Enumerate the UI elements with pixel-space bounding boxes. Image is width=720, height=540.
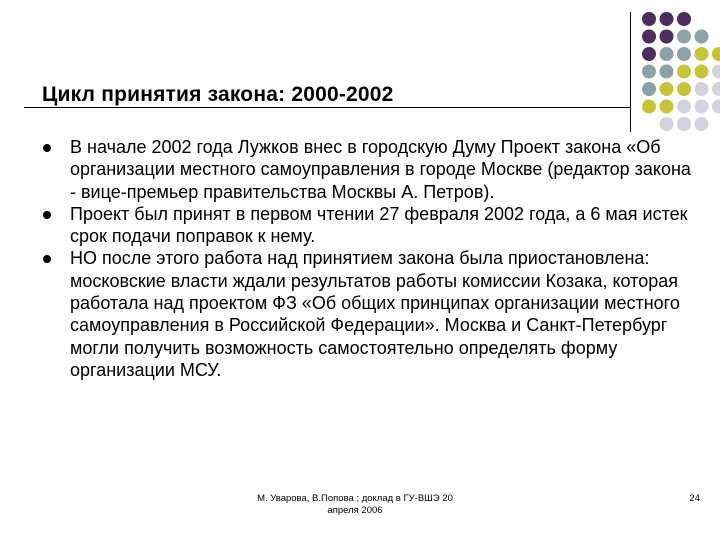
page-number: 24	[689, 493, 700, 504]
bullet-item	[42, 203, 692, 248]
decorative-dot	[660, 47, 674, 61]
bullet-dot-icon	[43, 211, 51, 219]
bullet-dot-icon	[43, 144, 51, 152]
decorative-dot	[660, 117, 674, 131]
decorative-dot	[677, 117, 691, 131]
decorative-dot	[660, 82, 674, 96]
decorative-dot	[695, 65, 709, 79]
bullet-list	[42, 136, 692, 381]
decorative-dot	[712, 100, 720, 114]
decorative-dot	[642, 100, 656, 114]
bullet-text: Проект был принят в первом чтении 27 февраля 2002 года, а 6 мая истек срок подачи поправок к нему.	[70, 203, 688, 247]
decorative-dot	[642, 82, 656, 96]
title-divider-horizontal	[24, 107, 630, 108]
decorative-dot	[695, 82, 709, 96]
decorative-dot	[677, 100, 691, 114]
decorative-dot	[712, 65, 720, 79]
decorative-dot-grid	[0, 0, 720, 140]
decorative-dot	[677, 47, 691, 61]
decorative-dot	[677, 65, 691, 79]
decorative-dot	[642, 12, 656, 26]
decorative-dot	[660, 30, 674, 44]
decorative-dot	[642, 65, 656, 79]
footer-author	[230, 493, 480, 517]
bullet-text: В начале 2002 года Лужков внес в городскую Думу Проект закона «Об организации местного самоуправления в городе Москве (редактор закона - вице-премьер правительства Москвы А. Петров).	[70, 137, 691, 202]
decorative-dot	[677, 30, 691, 44]
decorative-dot	[660, 65, 674, 79]
decorative-dot	[660, 12, 674, 26]
decorative-dot	[642, 47, 656, 61]
bullet-item	[42, 247, 692, 381]
decorative-dot	[677, 12, 691, 26]
title-divider-vertical	[630, 12, 631, 132]
bullet-item	[42, 136, 692, 203]
decorative-dot	[695, 30, 709, 44]
bullet-dot-icon	[43, 255, 51, 263]
bullet-text: НО после этого работа над принятием закона была приостановлена: московские власти ждали результатов работы комиссии Козака, которая работала над проектом ФЗ «Об общих принципах организации местного самоуправления в Российской Федерации». Москва и Санкт-Петербург могли получить возможность самостоятельно определять форму организации МСУ.	[70, 248, 680, 380]
decorative-dot	[695, 47, 709, 61]
decorative-dot	[712, 82, 720, 96]
decorative-dot	[712, 47, 720, 61]
footer-author-line2: апреля 2006	[327, 505, 383, 516]
footer-author-line1: М. Уварова, В.Попова ; доклад в ГУ-ВШЭ 20	[257, 493, 453, 504]
decorative-dot	[677, 82, 691, 96]
decorative-dot	[695, 117, 709, 131]
decorative-dot	[695, 100, 709, 114]
decorative-dot	[642, 30, 656, 44]
decorative-dot	[660, 100, 674, 114]
slide-title: Цикл принятия закона: 2000-2002	[42, 83, 394, 106]
